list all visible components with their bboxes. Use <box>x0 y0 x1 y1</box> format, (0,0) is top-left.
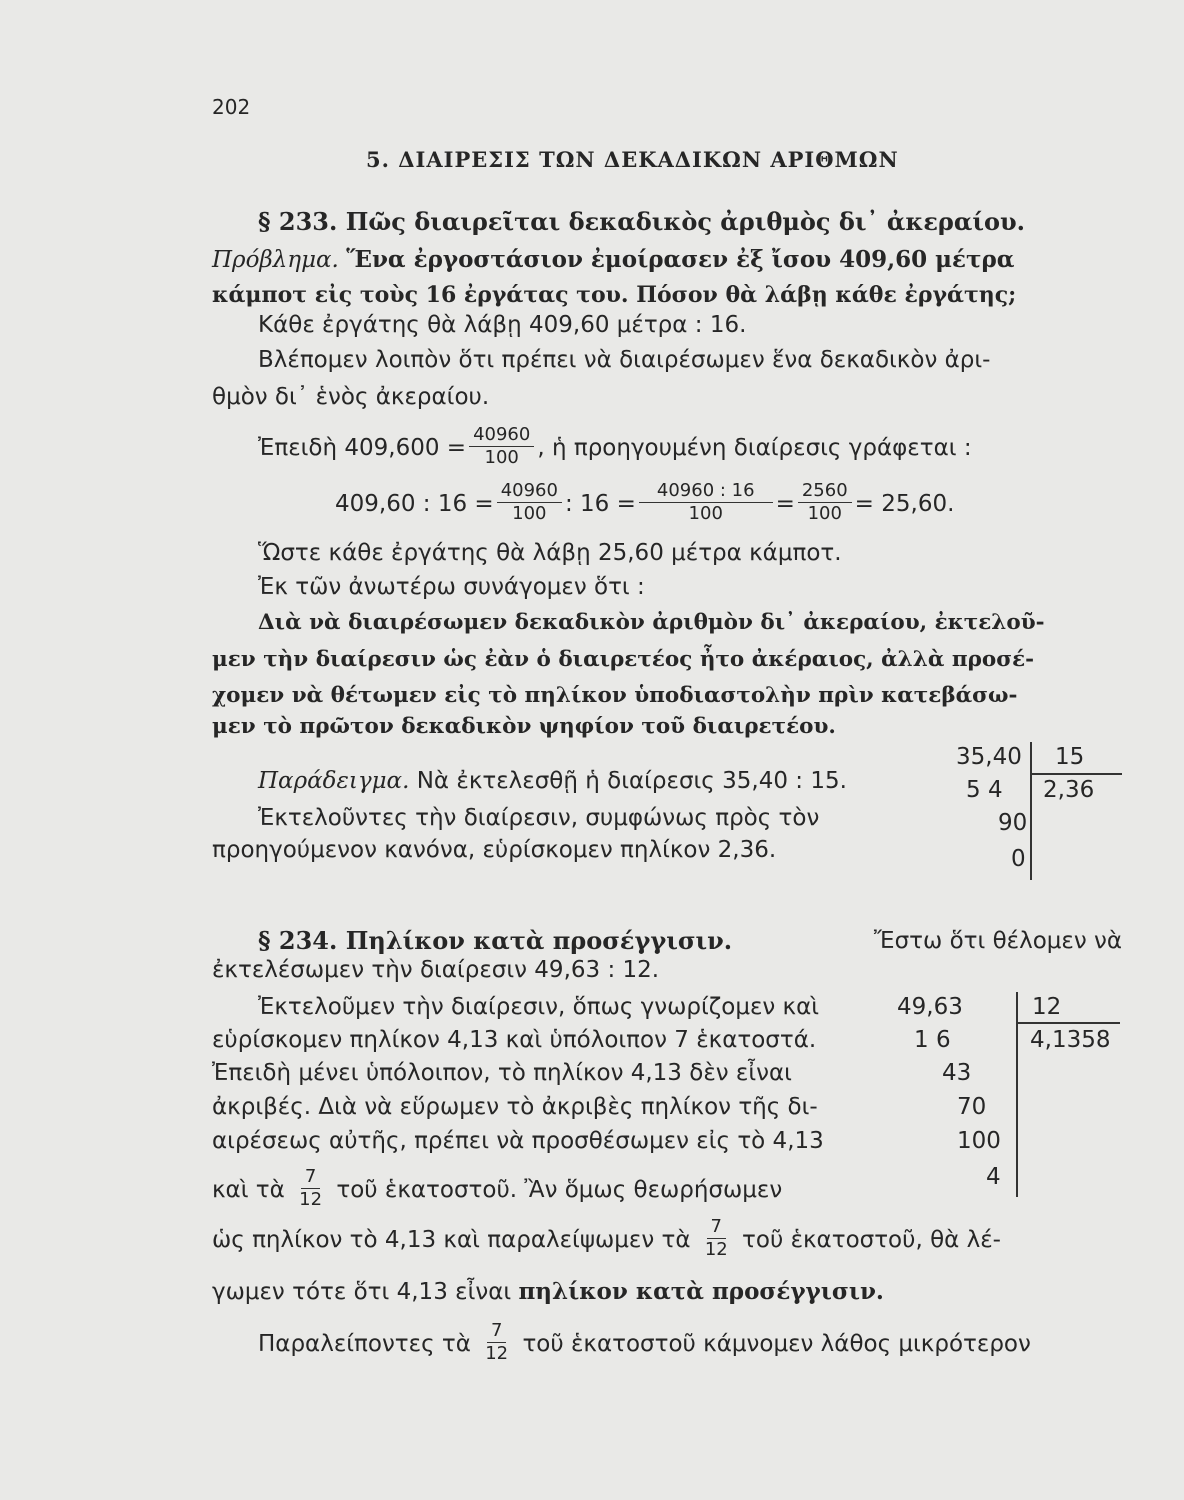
fraction: $\frac{7}{12}$ <box>299 1166 323 1210</box>
text-line: ἐκτελέσωμεν τὴν διαίρεσιν 49,63 : 12. <box>212 957 660 983</box>
text-line: εὑρίσκομεν πηλίκον 4,13 καὶ ὑπόλοιπον 7 ἑκατοστά. <box>212 1027 817 1053</box>
text-line: Ἐκτελοῦμεν τὴν διαίρεσιν, ὅπως γνωρίζομεν καὶ <box>258 994 820 1020</box>
text-line-with-fraction <box>212 1218 1120 1263</box>
section-233-title: § 233. Πῶς διαιρεῖται δεκαδικὸς ἀριθμὸς δι᾿ ἀκεραίου. <box>258 207 1025 236</box>
page-number: 202 <box>212 95 251 119</box>
fraction: $\frac{7}{12}$ <box>704 1216 728 1260</box>
section-234-title: § 234. Πηλίκον κατὰ προσέγγισιν. <box>258 926 733 955</box>
text-line-with-fraction <box>212 1168 782 1213</box>
text-line: ἀκριβές. Διὰ νὰ εὕρωμεν τὸ ἀκριβὲς πηλίκον τῆς δι- <box>212 1094 818 1120</box>
text-line-with-fraction <box>258 1322 1031 1367</box>
conclude-line: Ἐκ τῶν ἀνωτέρω συνάγομεν ὅτι : <box>258 574 645 600</box>
problem-text-1: Ἕνα ἐργοστάσιον ἐμοίρασεν ἐξ ἴσου 409,60 μέτρα <box>346 246 1015 273</box>
problem-line-2: κάμποτ εἰς τοὺς 16 ἐργάτας του. Πόσον θὰ λάβῃ κάθε ἐργάτης; <box>212 282 1017 308</box>
text-line: προηγούμενον κανόνα, εὑρίσκομεν πηλίκον 2,36. <box>212 837 777 863</box>
division-step: 0 <box>1011 846 1026 872</box>
text-line: Βλέπομεν λοιπὸν ὅτι πρέπει νὰ διαιρέσωμεν ἕνα δεκαδικὸν ἀρι- <box>258 347 991 373</box>
since-suffix: , ἡ προηγουμένη διαίρεσις γράφεται : <box>537 435 972 461</box>
rule-line: μεν τὸ πρῶτον δεκαδικὸν ψηφίον τοῦ διαιρετέου. <box>212 714 836 739</box>
text-line: αιρέσεως αὐτῆς, πρέπει νὰ προσθέσωμεν εἰς τὸ 4,13 <box>212 1128 824 1154</box>
text-line: Ἐπειδὴ μένει ὑπόλοιπον, τὸ πηλίκον 4,13 δὲν εἶναι <box>212 1060 792 1086</box>
rule-line: χομεν νὰ θέτωμεν εἰς τὸ πηλίκον ὑποδιαστολὴν πρὶν κατεβάσω- <box>212 683 1018 708</box>
problem-line-1 <box>212 245 1120 275</box>
quotient: 2,36 <box>1043 777 1095 803</box>
since-prefix: Ἐπειδὴ 409,600 = <box>258 435 467 461</box>
equation <box>335 482 954 527</box>
dividend: 35,40 <box>956 744 1022 770</box>
equation-part: 409,60 : 16 = <box>335 491 494 517</box>
division-step: 90 <box>998 810 1028 836</box>
problem-label: Πρόβλημα. <box>212 247 339 273</box>
text-part: τοῦ ἑκατοστοῦ, θὰ λέ- <box>742 1227 1001 1253</box>
text-line: Κάθε ἐργάτης θὰ λάβῃ 409,60 μέτρα : 16. <box>258 312 747 338</box>
text-part: ὡς πηλίκον τὸ 4,13 καὶ παραλείψωμεν τὰ <box>212 1227 691 1253</box>
text-line: Ἐκτελοῦντες τὴν διαίρεσιν, συμφώνως πρὸς τὸν <box>258 805 820 831</box>
example-line <box>258 766 847 796</box>
since-line <box>258 426 972 471</box>
division-step: 43 <box>942 1060 972 1086</box>
rule-line: μεν τὴν διαίρεσιν ὡς ἐὰν ὁ διαιρετέος ἦτο ἀκέραιος, ἀλλὰ προσέ- <box>212 647 1035 672</box>
example-label: Παράδειγμα. <box>258 768 410 794</box>
fraction: $\frac{7}{12}$ <box>485 1320 509 1364</box>
divisor: 15 <box>1055 744 1085 770</box>
text-part: Παραλείποντες τὰ <box>258 1331 471 1357</box>
division-bar-horizontal <box>1030 773 1122 775</box>
text-part: καὶ τὰ <box>212 1177 285 1203</box>
bold-term: πηλίκον κατὰ προσέγγισιν. <box>518 1278 884 1305</box>
text-part: τοῦ ἑκατοστοῦ. Ἂν ὅμως θεωρήσωμεν <box>336 1177 783 1203</box>
fraction: $\frac{40960}{100}$ <box>469 424 534 469</box>
rule-line: Διὰ νὰ διαιρέσωμεν δεκαδικὸν ἀριθμὸν δι᾿ ἀκεραίου, ἐκτελοῦ- <box>258 610 1045 635</box>
division-step: 5 4 <box>966 777 1003 803</box>
section-234-title-line <box>258 926 1122 957</box>
text-line <box>212 1277 884 1307</box>
text-part: γωμεν τότε ὅτι 4,13 εἶναι <box>212 1279 512 1305</box>
example-text: Νὰ ἐκτελεσθῇ ἡ διαίρεσις 35,40 : 15. <box>416 768 847 794</box>
division-bar-horizontal <box>1016 1022 1120 1024</box>
section-heading: 5. ΔΙΑΙΡΕΣΙΣ ΤΩΝ ΔΕΚΑΔΙΚΩΝ ΑΡΙΘΜΩΝ <box>366 147 899 172</box>
divisor: 12 <box>1032 994 1062 1020</box>
text-line: θμὸν δι᾿ ἑνὸς ἀκεραίου. <box>212 384 490 410</box>
division-step: 4 <box>986 1164 1001 1190</box>
division-step: 70 <box>957 1094 987 1120</box>
division-bar-vertical <box>1030 742 1032 880</box>
quotient: 4,1358 <box>1030 1027 1111 1053</box>
fraction: $\frac{2560}{100}$ <box>798 480 852 525</box>
dividend: 49,63 <box>897 994 963 1020</box>
equation-part: = <box>775 491 795 517</box>
fraction: $\frac{40960 : 16}{100}$ <box>639 480 773 525</box>
division-step: 100 <box>957 1128 1001 1154</box>
text-part: τοῦ ἑκατοστοῦ κάμνομεν λάθος μικρότερον <box>522 1331 1031 1357</box>
fraction: $\frac{40960}{100}$ <box>497 480 562 525</box>
equation-part: = 25,60. <box>854 491 955 517</box>
section-234-intro: Ἔστω ὅτι θέλομεν νὰ <box>873 928 1122 954</box>
equation-part: : 16 = <box>564 491 636 517</box>
result-line: Ὥστε κάθε ἐργάτης θὰ λάβῃ 25,60 μέτρα κάμποτ. <box>258 540 842 566</box>
division-step: 1 6 <box>914 1027 951 1053</box>
